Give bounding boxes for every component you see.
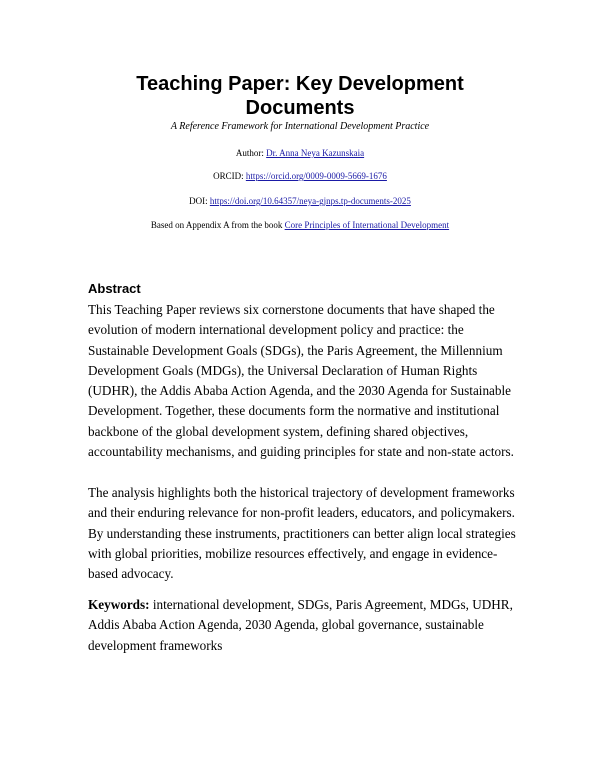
abstract-heading: Abstract xyxy=(88,281,141,296)
paper-title-line-1: Teaching Paper: Key Development xyxy=(136,73,464,95)
orcid-label: ORCID: xyxy=(213,171,246,181)
orcid-link[interactable]: https://orcid.org/0009-0009-5669-1676 xyxy=(245,171,387,181)
abstract-paragraph-1: This Teaching Paper reviews six cornerstone documents that have shaped the evolution of modern international development policy and practice: the Sustainable Development Goals (SDGs), the Paris Agreement, the Millennium Development Goals (MDGs), the Universal Declaration of Human Rights (UDHR), the Addis Ababa Action Agenda, and the 2030 Agenda for Sustainable Development. Together, these documents form the normative and institutional backbone of the global development system, defining shared objectives, accountability mechanisms, and guiding principles for state and non-state actors. xyxy=(88,302,514,460)
keywords-text: international development, SDGs, Paris Agreement, MDGs, UDHR, Addis Ababa Action Agenda, 2030 Agenda, global governance, sustainable development frameworks xyxy=(88,597,513,653)
author-name-link[interactable]: Dr. Anna Neya Kazunskaia xyxy=(266,148,365,158)
keywords-paragraph xyxy=(88,595,518,656)
doi-line xyxy=(0,196,600,207)
orcid-line xyxy=(0,171,600,182)
source-line xyxy=(0,220,600,231)
doi-label: DOI: xyxy=(189,196,210,206)
book-title-link[interactable]: Core Principles of International Development xyxy=(284,220,450,230)
source-prefix: Based on Appendix A from the book xyxy=(150,220,285,230)
keywords-label: Keywords: xyxy=(88,597,150,612)
paper-title-line-2: Documents xyxy=(245,97,355,119)
paper-subtitle: A Reference Framework for International Development Practice xyxy=(170,121,430,132)
paper-title xyxy=(0,72,600,120)
abstract-paragraph-2: The analysis highlights both the historical trajectory of development frameworks and their enduring relevance for non-profit leaders, educators, and policymakers. By understanding these instruments, practitioners can better align local strategies with global priorities, mobilize resources effectively, and engage in evidence-based advocacy. xyxy=(88,485,516,582)
author-label: Author: xyxy=(235,148,267,158)
doi-link[interactable]: https://doi.org/10.64357/neya-gjnps.tp-documents-2025 xyxy=(209,196,411,206)
author-line xyxy=(0,148,600,159)
